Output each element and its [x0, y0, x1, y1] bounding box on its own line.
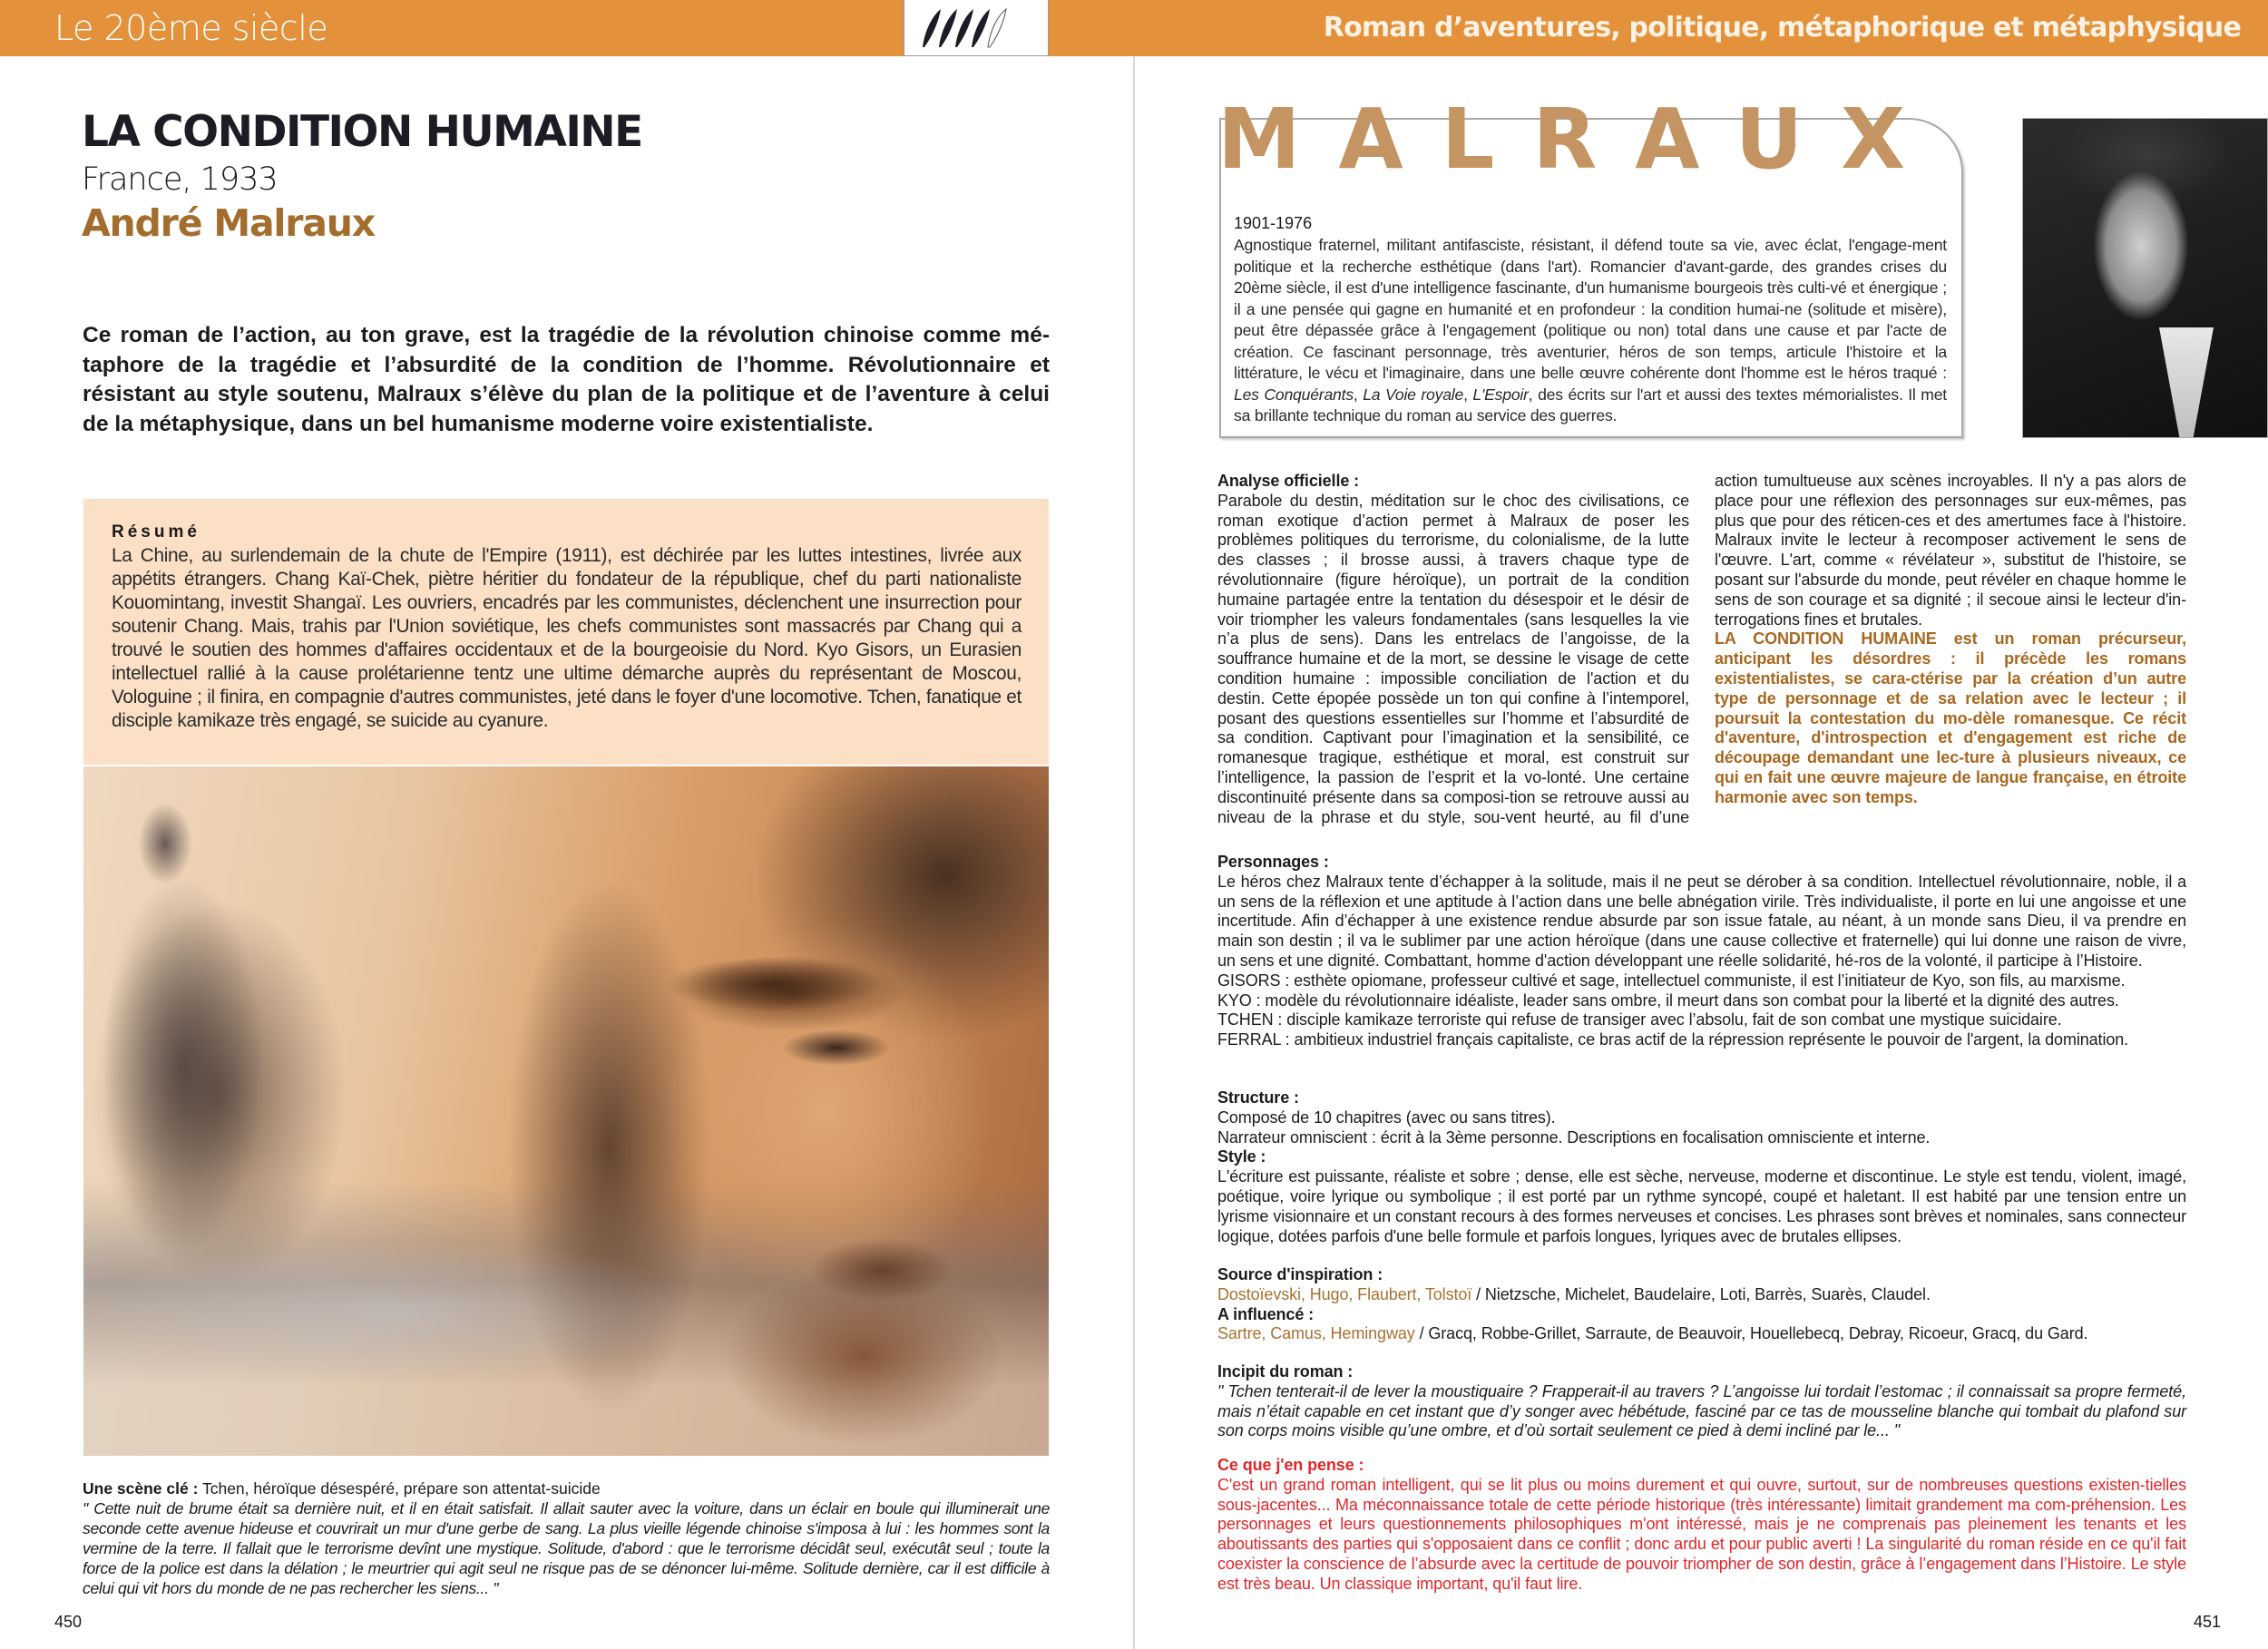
- character-name: FERRAL: [1217, 1030, 1281, 1049]
- structure-heading: Structure :: [1217, 1088, 1299, 1107]
- character-name: KYO: [1217, 990, 1252, 1010]
- character-desc: : disciple kamikaze terroriste qui refuse de transiger avec l’absolu, fait de son combat une mystique suicidaire.: [1273, 1010, 2062, 1029]
- character-name: TCHEN: [1217, 1010, 1274, 1029]
- opinion-section: [1217, 1456, 2186, 1595]
- character-item: [1217, 991, 2186, 1011]
- author-bio-text: Agnostique fraternel, militant antifasciste, résistant, il défend toute sa vie, avec éclat, l'engage-ment politique et la recherche esthétique (dans l'art). Romancier d'avant-garde, des grandes crises du 20ème siècle, il est d'une intelligence fascinante, d'un humanisme bourgeois très culti-vé et énergique ; il a une pensée qui gagne en humanité et en profondeur : la condition humai-ne (solitude et misère), peut être dépassée grâce à l'engagement (politique ou non) total dans une cause et par l'acte de création. Ce fascinant personnage, très aventurier, héros de son temps, articule l'histoire et la littérature, le vécu et l'imaginaire, dans une belle œuvre cohérente dont l'homme est le héros traqué : Les Conquérants, La Voie royale, L'Espoir, des écrits sur l'art et aussi des textes mémorialistes. Il met sa brillante technique du roman au service des guerres.: [1234, 236, 1947, 424]
- influence-line: [1217, 1324, 2186, 1344]
- bio-text-start: Agnostique fraternel, militant antifasciste, résistant, il défend toute sa vie, avec éclat, l'engage-ment politique et la recherche esthétique (dans l'art). Romancier d'avant-garde, des grandes crises du 20ème siècle, il est d'une intelligence fascinante, d'un humanisme bourgeois très culti-vé et énergique ; il a une pensée qui gagne en humanité et en profondeur : la condition humai-ne (solitude et misère), peut être dépassée grâce à l'engagement (politique ou non) total dans une cause et par l'acte de création. Ce fascinant personnage, très aventurier, héros de son temps, articule l'histoire et la littérature, le vécu et l'imaginaire, dans une belle œuvre cohérente dont l'homme est le héros traqué :: [1234, 236, 1947, 382]
- opinion-heading: Ce que j'en pense :: [1217, 1456, 1364, 1474]
- characters-section: [1217, 853, 2186, 1050]
- character-desc: : modèle du révolutionnaire idéaliste, leader sans ombre, il meurt dans son combat pour la liberté et la dignité des autres.: [1251, 990, 2119, 1010]
- incipit-section: [1217, 1362, 2186, 1441]
- key-scene-summary: Tchen, héroïque désespéré, prépare son attentat-suicide: [198, 1479, 601, 1498]
- intro-paragraph: Ce roman de l’action, au ton grave, est la tragédie de la révolution chinoise comme mé-taphore de la tragédie et l’absurdité de la condition de l’homme. Révolutionnaire et résistant au style soutenu, Malraux s’élève du plan de la politique et de l’aventure à celui de la métaphysique, dans un bel humanisme moderne voire existentialiste.: [83, 323, 1050, 436]
- influence-other-authors: / Gracq, Robbe-Grillet, Sarraute, de Beauvoir, Houellebecq, Debray, Ricoeur, Gracq, du Gard.: [1414, 1324, 2088, 1343]
- structure-style-section: [1217, 1088, 2186, 1246]
- incipit-text: " Tchen tenterait-il de lever la moustiquaire ? Frapperait-il au travers ? L’angoisse lui tordait l’estomac ; il connaissait sa propre fermeté, mais n’était capable en cet instant que d’y songer avec hébétude, fasciné par ce tas de mousseline blanche qui tombait du plafond sur son corps moins visible qu’une ombre, et d’où sortait seulement ce pied à demi incliné par le... ": [1217, 1381, 2186, 1440]
- author-portrait-photo: [2022, 118, 2268, 438]
- key-scene-heading: [83, 1478, 1050, 1498]
- character-item: [1217, 1030, 2186, 1050]
- official-analysis: [1217, 472, 2186, 827]
- structure-line: Composé de 10 chapitres (avec ou sans titres).: [1217, 1107, 1556, 1127]
- page-number-right: 451: [2194, 1613, 2222, 1631]
- book-origin: France, 1933: [82, 161, 278, 198]
- feather-quills-icon: [904, 0, 1049, 56]
- incipit-heading: Incipit du roman :: [1217, 1362, 1354, 1381]
- influence-main-authors: Sartre, Camus, Hemingway: [1217, 1324, 1415, 1343]
- bio-text-end: , des écrits sur l'art et aussi des textes mémorialistes. Il met sa brillante technique du roman au service des guerres.: [1234, 385, 1947, 424]
- right-header-bar: [1134, 0, 2268, 56]
- character-desc: : ambitieux industriel français capitaliste, ce bras actif de la répression représente le pouvoir de l'argent, la domination.: [1280, 1030, 2129, 1049]
- influence-heading: A influencé :: [1217, 1304, 1315, 1323]
- section-title: Le 20ème siècle: [54, 8, 328, 48]
- work-title: L'Espoir: [1472, 385, 1529, 404]
- analysis-text: Parabole du destin, méditation sur le choc des civilisations, ce roman exotique d’action permet à Malraux de poser les problèmes politiques du terrorisme, du colonialisme, de la lutte des classes ; il brosse aussi, à travers chaque type de révolutionnaire (figure héroïque), un portrait de la condition humaine partagée entre la tentation du désespoir et le désir de voir triompher les valeurs fondamentales (sans lesquelles la vie n’a plus de sens). Dans les entrelacs de l’angoisse, de la souffrance humaine et de la mort, se dessine le visage de cette condition humaine : impossible conciliation de l'action et du destin. Cette épopée possède un ton qui confine à l’intemporel, posant des questions essentielles sur l’homme et l’absurdité de sa condition. Captivant pour l’imagination et la sensibilité, ce romanesque tragique, esthétique et moral, est construit sur l’intelligence, la passion de l’esprit et la vo-lonté. Une certaine discontinuité présente dans sa composi-tion se retrouve aussi au niveau de la phrase et du style, sou-vent heurté, au fil d’une action tumultueuse aux scènes incroyables. Il n'y a pas alors de place pour une réflexion des personnages sur eux-mêmes, pas plus que pour des réticen-ces et des amertumes face à l'histoire. Malraux invite le lecteur à recomposer activement le sens de l'œuvre. L'art, comme « révélateur », substitut de l'histoire, se posant sur l'absurde du monde, peut révéler en chaque homme le sens de son courage et sa dignité ; il secoue ainsi le lecteur d'in-terrogations fines et brutales.: [1217, 472, 2186, 826]
- genre-title: Roman d’aventures, politique, métaphorique et métaphysique: [1323, 12, 2241, 44]
- source-other-authors: / Nietzsche, Michelet, Baudelaire, Loti, Barrès, Suarès, Claudel.: [1471, 1284, 1931, 1303]
- page-number-left: 450: [54, 1613, 83, 1631]
- opinion-text: C'est un grand roman intelligent, qui se lit plus ou moins durement et qui ouvre, surtout, sur de nombreuses questions existen-tielles sous-jacentes... Ma méconnaissance totale de cette période historique (très intéressante) limitait grandement ma com-préhension. Les personnages et leurs questionnements philosophiques m'ont intéressé, mais je ne comprenais pas pleinement les tenants et les aboutissants des parties qui s'opposaient dans ce conflit ; donc ardu et pour public averti ! La singularité du roman réside en ce qu'il fait coexister la conscience de l’absurde avec la certitude de pouvoir triompher de son destin, grâce à l’engagement dans l’Histoire. Le style est très beau. Un classique important, qu'il faut lire.: [1217, 1475, 2186, 1593]
- illustration-painting: [83, 766, 1049, 1456]
- source-heading: Source d'inspiration :: [1217, 1265, 1383, 1283]
- characters-heading: Personnages :: [1217, 853, 1329, 871]
- key-scene-quote: " Cette nuit de brume était sa dernière nuit, et il en était satisfait. Il allait sauter avec la voiture, dans un éclair en boule qui illuminerait une seconde cette avenue hideuse et couvrirait un mur d'une gerbe de sang. La plus vieille légende chinoise s'imposa à lui : les hommes sont la vermine de la terre. Il fallait que le terrorisme devînt une mystique. Solitude, d'abord : que le terrorisme décidât seul, exécutât seul ; toute la force de la police est dans la délation ; le meurtrier qui agit seul ne risque pas de se dénoncer lui-même. Solitude dernière, car il est difficile à celui qui vit hors du monde de ne pas rechercher les siens... ": [83, 1499, 1050, 1597]
- book-author: André Malraux: [82, 201, 376, 245]
- source-line: [1217, 1285, 2186, 1305]
- page-gutter: [1133, 56, 1135, 1649]
- analysis-highlight: LA CONDITION HUMAINE est un roman précurseur, anticipant les désordres : il précède les romans existentialistes, se cara-ctérise par la création d’un autre type de personnage et de sa relation avec le lecteur ; il poursuit la contestation du mo-dèle romanesque. Ce récit d'aventure, d'introspection et d'engagement est riche de découpage demandant une lec-ture à plusieurs niveaux, ce qui en fait une œuvre majeure de langue française, en étroite harmonie avec son temps.: [1715, 629, 2186, 806]
- author-surname-heading: MALRAUX: [1217, 91, 1944, 188]
- work-title: La Voie royale: [1363, 385, 1464, 404]
- character-desc: : esthète opiomane, professeur cultivé et sage, intellectuel communiste, il est l’initiateur de Kyo, son fils, au marxisme.: [1280, 971, 2126, 990]
- style-text: L'écriture est puissante, réaliste et sobre ; dense, elle est sèche, nerveuse, moderne et discontinue. Le style est tendu, violent, imagé, poétique, voire lyrique ou symbolique ; il est porté par un rythme syncopé, coupé et haletant. Il est habité par une tension entre un lyrisme visionnaire et un constant recours à des formes nerveuses et concises. Les phrases sont brèves et nominales, sans connecteur logique, dotées parfois d'une belle formule et parfois longues, lyriques avec de brutales ellipses.: [1217, 1167, 2186, 1245]
- key-scene-label: Une scène clé :: [83, 1479, 199, 1498]
- inspiration-section: [1217, 1265, 2186, 1344]
- structure-line: Narrateur omniscient : écrit à la 3ème personne. Descriptions en focalisation omnisciente et interne.: [1217, 1127, 1931, 1146]
- summary-heading: Résumé: [112, 522, 200, 542]
- author-dates: 1901-1976: [1234, 214, 1313, 232]
- character-item: [1217, 971, 2186, 991]
- analysis-heading: Analyse officielle :: [1217, 472, 1360, 490]
- book-title: LA CONDITION HUMAINE: [82, 107, 642, 157]
- style-heading: Style :: [1217, 1147, 1266, 1166]
- source-main-authors: Dostoïevski, Hugo, Flaubert, Tolstoï: [1217, 1284, 1472, 1303]
- key-scene: [83, 1478, 1050, 1598]
- summary-text: La Chine, au surlendemain de la chute de l'Empire (1911), est déchirée par les luttes intestines, livrée aux appétits étrangers. Chang Kaï-Chek, piètre héritier du fondateur de la république, chef du parti nationaliste Kouomintang, investit Shangaï. Les ouvriers, encadrés par les communistes, déclenchent une insurrection pour soutenir Chang. Mais, trahis par l'Union soviétique, les chefs communistes sont massacrés par Chang qui a trouvé le soutien des hommes d'affaires occidentaux et de la bourgeoisie du Nord. Kyo Gisors, un Eurasien intellectuel rallié à la cause prolétarienne tentz une ultime démarche auprès du représentant de Moscou, Vologuine ; il finira, en compagnie d'autres communistes, jeté dans le foyer d'une locomotive. Tchen, fanatique et disciple kamikaze très engagé, se suicide au cyanure.: [112, 545, 1022, 731]
- character-name: GISORS: [1217, 971, 1281, 990]
- characters-text: Le héros chez Malraux tente d’échapper à la solitude, mais il ne peut se dérober à sa condition. Intellectuel révolutionnaire, noble, il a un sens de la réflexion et une aptitude à l’action dans une belle abnégation virile. Très individualiste, il porte en lui une angoisse et une incertitude. Afin d’échapper à une existence rendue absurde par son issue fatale, au néant, à un monde sans Dieu, il va prendre en main son destin ; il va le sublimer par une action héroïque (dans une cause collective et fraternelle) qui lui donne une raison de vivre, un sens et une dignité. Combattant, homme d'action développant une réelle solidarité, hé-ros de la volonté, il participe à l’Histoire.: [1217, 872, 2186, 970]
- character-item: [1217, 1010, 2186, 1030]
- summary-box: [83, 499, 1049, 765]
- work-title: Les Conquérants: [1234, 385, 1354, 404]
